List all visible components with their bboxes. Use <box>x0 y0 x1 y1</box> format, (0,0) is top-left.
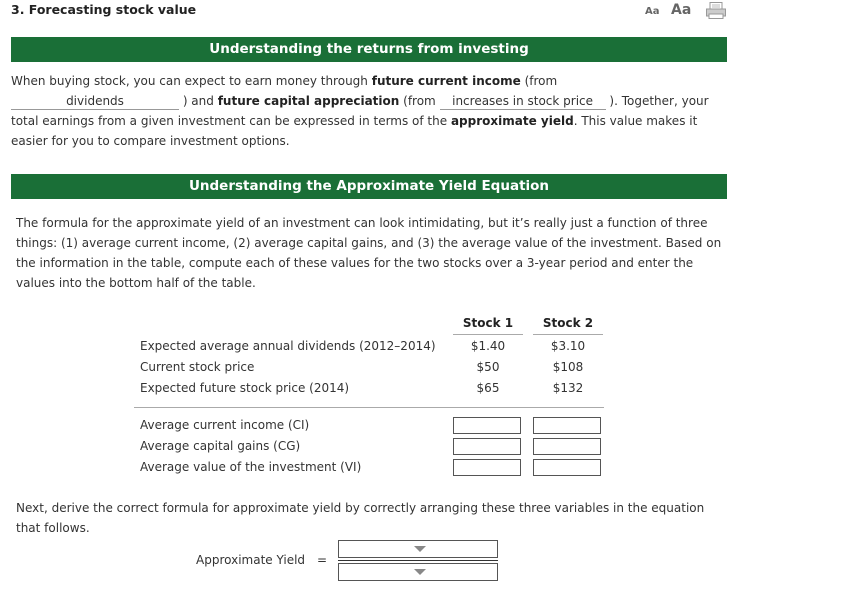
chevron-down-icon <box>414 569 426 575</box>
column-header-stock1: Stock 1 <box>462 316 514 330</box>
print-icon[interactable] <box>706 2 726 19</box>
returns-paragraph: When buying stock, you can expect to earn money through future current income (from dividends ) and future capital appreciation (from increases in stock price ). Together, your total earnings from a given investment can be expressed in terms of the approximate yield. This value makes it easier for you to compare investment options. <box>11 74 709 148</box>
question-title: 3. Forecasting stock value <box>11 2 197 17</box>
section-banner-returns: Understanding the returns from investing <box>11 37 727 62</box>
input-stock1-cg[interactable] <box>453 438 521 455</box>
equals-sign: = <box>317 553 328 567</box>
cell-stock1-current-price: $50 <box>476 360 500 374</box>
section-banner-equation: Understanding the Approximate Yield Equation <box>11 174 727 199</box>
font-size-large-button[interactable]: Aa <box>671 2 692 18</box>
row-label-future-price: Expected future stock price (2014) <box>140 381 350 395</box>
row-label-dividends: Expected average annual dividends (2012–2014) <box>140 339 436 353</box>
row-label-ci: Average current income (CI) <box>140 418 310 432</box>
blank-stock-price-select[interactable]: increases in stock price <box>440 93 606 110</box>
row-label-vi: Average value of the investment (VI) <box>140 460 362 474</box>
chevron-down-icon <box>414 546 426 552</box>
input-stock2-vi[interactable] <box>533 459 601 476</box>
term-future-current-income: future current income <box>371 74 521 88</box>
fraction-bar <box>338 560 498 561</box>
cell-stock1-future-price: $65 <box>476 381 500 395</box>
row-label-current-price: Current stock price <box>140 360 255 374</box>
derive-formula-paragraph: Next, derive the correct formula for approximate yield by correctly arranging these three variables in the equation that follows. <box>16 501 705 535</box>
numerator-dropdown[interactable] <box>338 540 498 558</box>
blank-dividends-select[interactable]: dividends <box>11 93 179 110</box>
table-separator <box>134 407 604 408</box>
column-header-stock2: Stock 2 <box>542 316 594 330</box>
approximate-yield-label: Approximate Yield <box>196 553 306 567</box>
equation-intro-paragraph: The formula for the approximate yield of an investment can look intimidating, but it’s really just a function of three things: (1) average current income, (2) average capital gains, and (3) the average value of the investment. Based on the information in the table, compute each of these values for the two stocks over a 3-year period and enter the values into the bottom half of the table. <box>16 216 722 290</box>
denominator-dropdown[interactable] <box>338 563 498 581</box>
input-stock2-ci[interactable] <box>533 417 601 434</box>
column-underline <box>453 334 523 335</box>
column-underline <box>533 334 603 335</box>
cell-stock1-dividends: $1.40 <box>470 339 506 353</box>
cell-stock2-dividends: $3.10 <box>550 339 586 353</box>
cell-stock2-future-price: $132 <box>552 381 584 395</box>
row-label-cg: Average capital gains (CG) <box>140 439 301 453</box>
font-size-small-button[interactable]: Aa <box>645 6 660 17</box>
cell-stock2-current-price: $108 <box>552 360 584 374</box>
input-stock2-cg[interactable] <box>533 438 601 455</box>
term-approximate-yield: approximate yield <box>450 114 574 128</box>
input-stock1-vi[interactable] <box>453 459 521 476</box>
input-stock1-ci[interactable] <box>453 417 521 434</box>
term-future-capital-appreciation: future capital appreciation <box>217 94 400 108</box>
